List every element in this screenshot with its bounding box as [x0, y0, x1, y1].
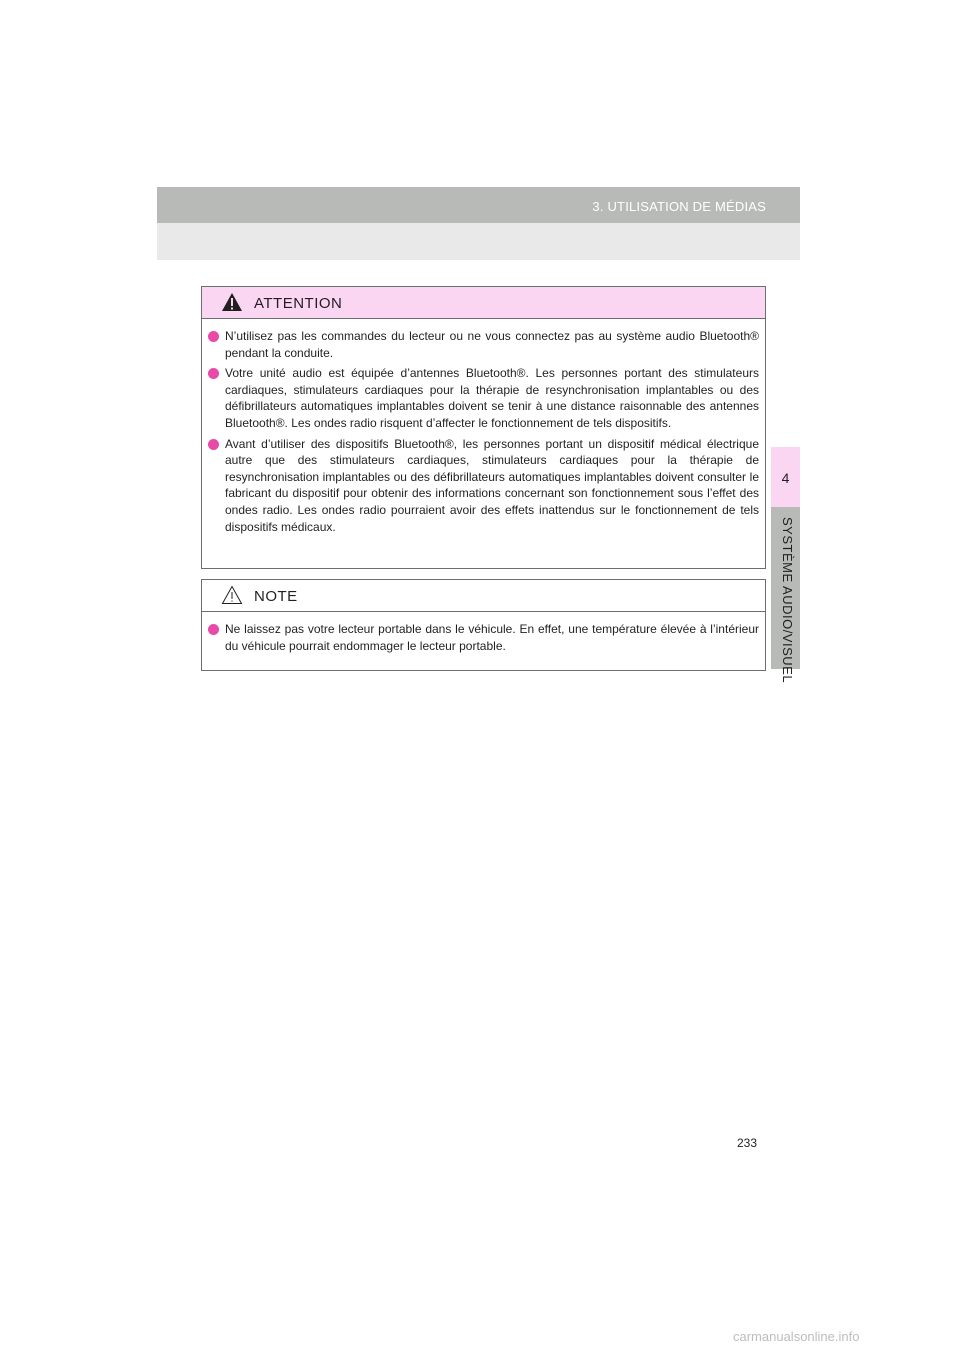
- bullet-icon: [208, 368, 219, 379]
- note-header: [202, 580, 765, 612]
- attention-item: Avant d’utiliser des dispositifs Bluetooth®, les personnes portant un dispositif médical électrique autre que des stimulateurs cardiaques, stimulateurs cardiaques pour la thérapie de resynchronisation implantables ou des défibrillateurs automatiques implantables doivent consulter le fabricant du dispositif pour obtenir des informations concernant son fonctionnement sous l’effet des ondes radio. Les ondes radio pourraient avoir des effets inattendus sur le fonctionnement de tels dispositifs médicaux.: [208, 436, 759, 536]
- watermark: carmanualsonline.info: [733, 1329, 860, 1344]
- attention-box: [201, 286, 766, 569]
- header-bar: [157, 187, 800, 223]
- bullet-icon: [208, 331, 219, 342]
- header-band: [157, 187, 800, 260]
- bullet-icon: [208, 439, 219, 450]
- note-item: Ne laissez pas votre lecteur portable dans le véhicule. En effet, une température élevée à l’intérieur du véhicule pourrait endommager le lecteur portable.: [208, 621, 759, 654]
- attention-header: [202, 287, 765, 319]
- chapter-number: 4: [771, 447, 800, 507]
- bullet-icon: [208, 624, 219, 635]
- caution-triangle-outline-icon: [221, 585, 243, 605]
- attention-item: Votre unité audio est équipée d’antennes Bluetooth®. Les personnes portant des stimulateurs cardiaques, stimulateurs cardiaques pour la thérapie de resynchronisation implantables ou des défibrillateurs automatiques implantables doivent se tenir à une distance raisonnable des antennes Bluetooth®. Les ondes radio risquent d’affecter le fonctionnement de tels dispositifs.: [208, 365, 759, 431]
- note-title: NOTE: [254, 588, 298, 605]
- attention-title: ATTENTION: [254, 295, 343, 312]
- chapter-title: SYSTÈME AUDIO/VISUEL: [780, 517, 795, 684]
- page-number: 233: [737, 1136, 758, 1150]
- attention-item: N’utilisez pas les commandes du lecteur ou ne vous connectez pas au système audio Bluetooth® pendant la conduite.: [208, 328, 759, 361]
- warning-triangle-icon: [221, 292, 243, 312]
- note-box: [201, 579, 766, 671]
- section-title: 3. UTILISATION DE MÉDIAS: [592, 199, 766, 214]
